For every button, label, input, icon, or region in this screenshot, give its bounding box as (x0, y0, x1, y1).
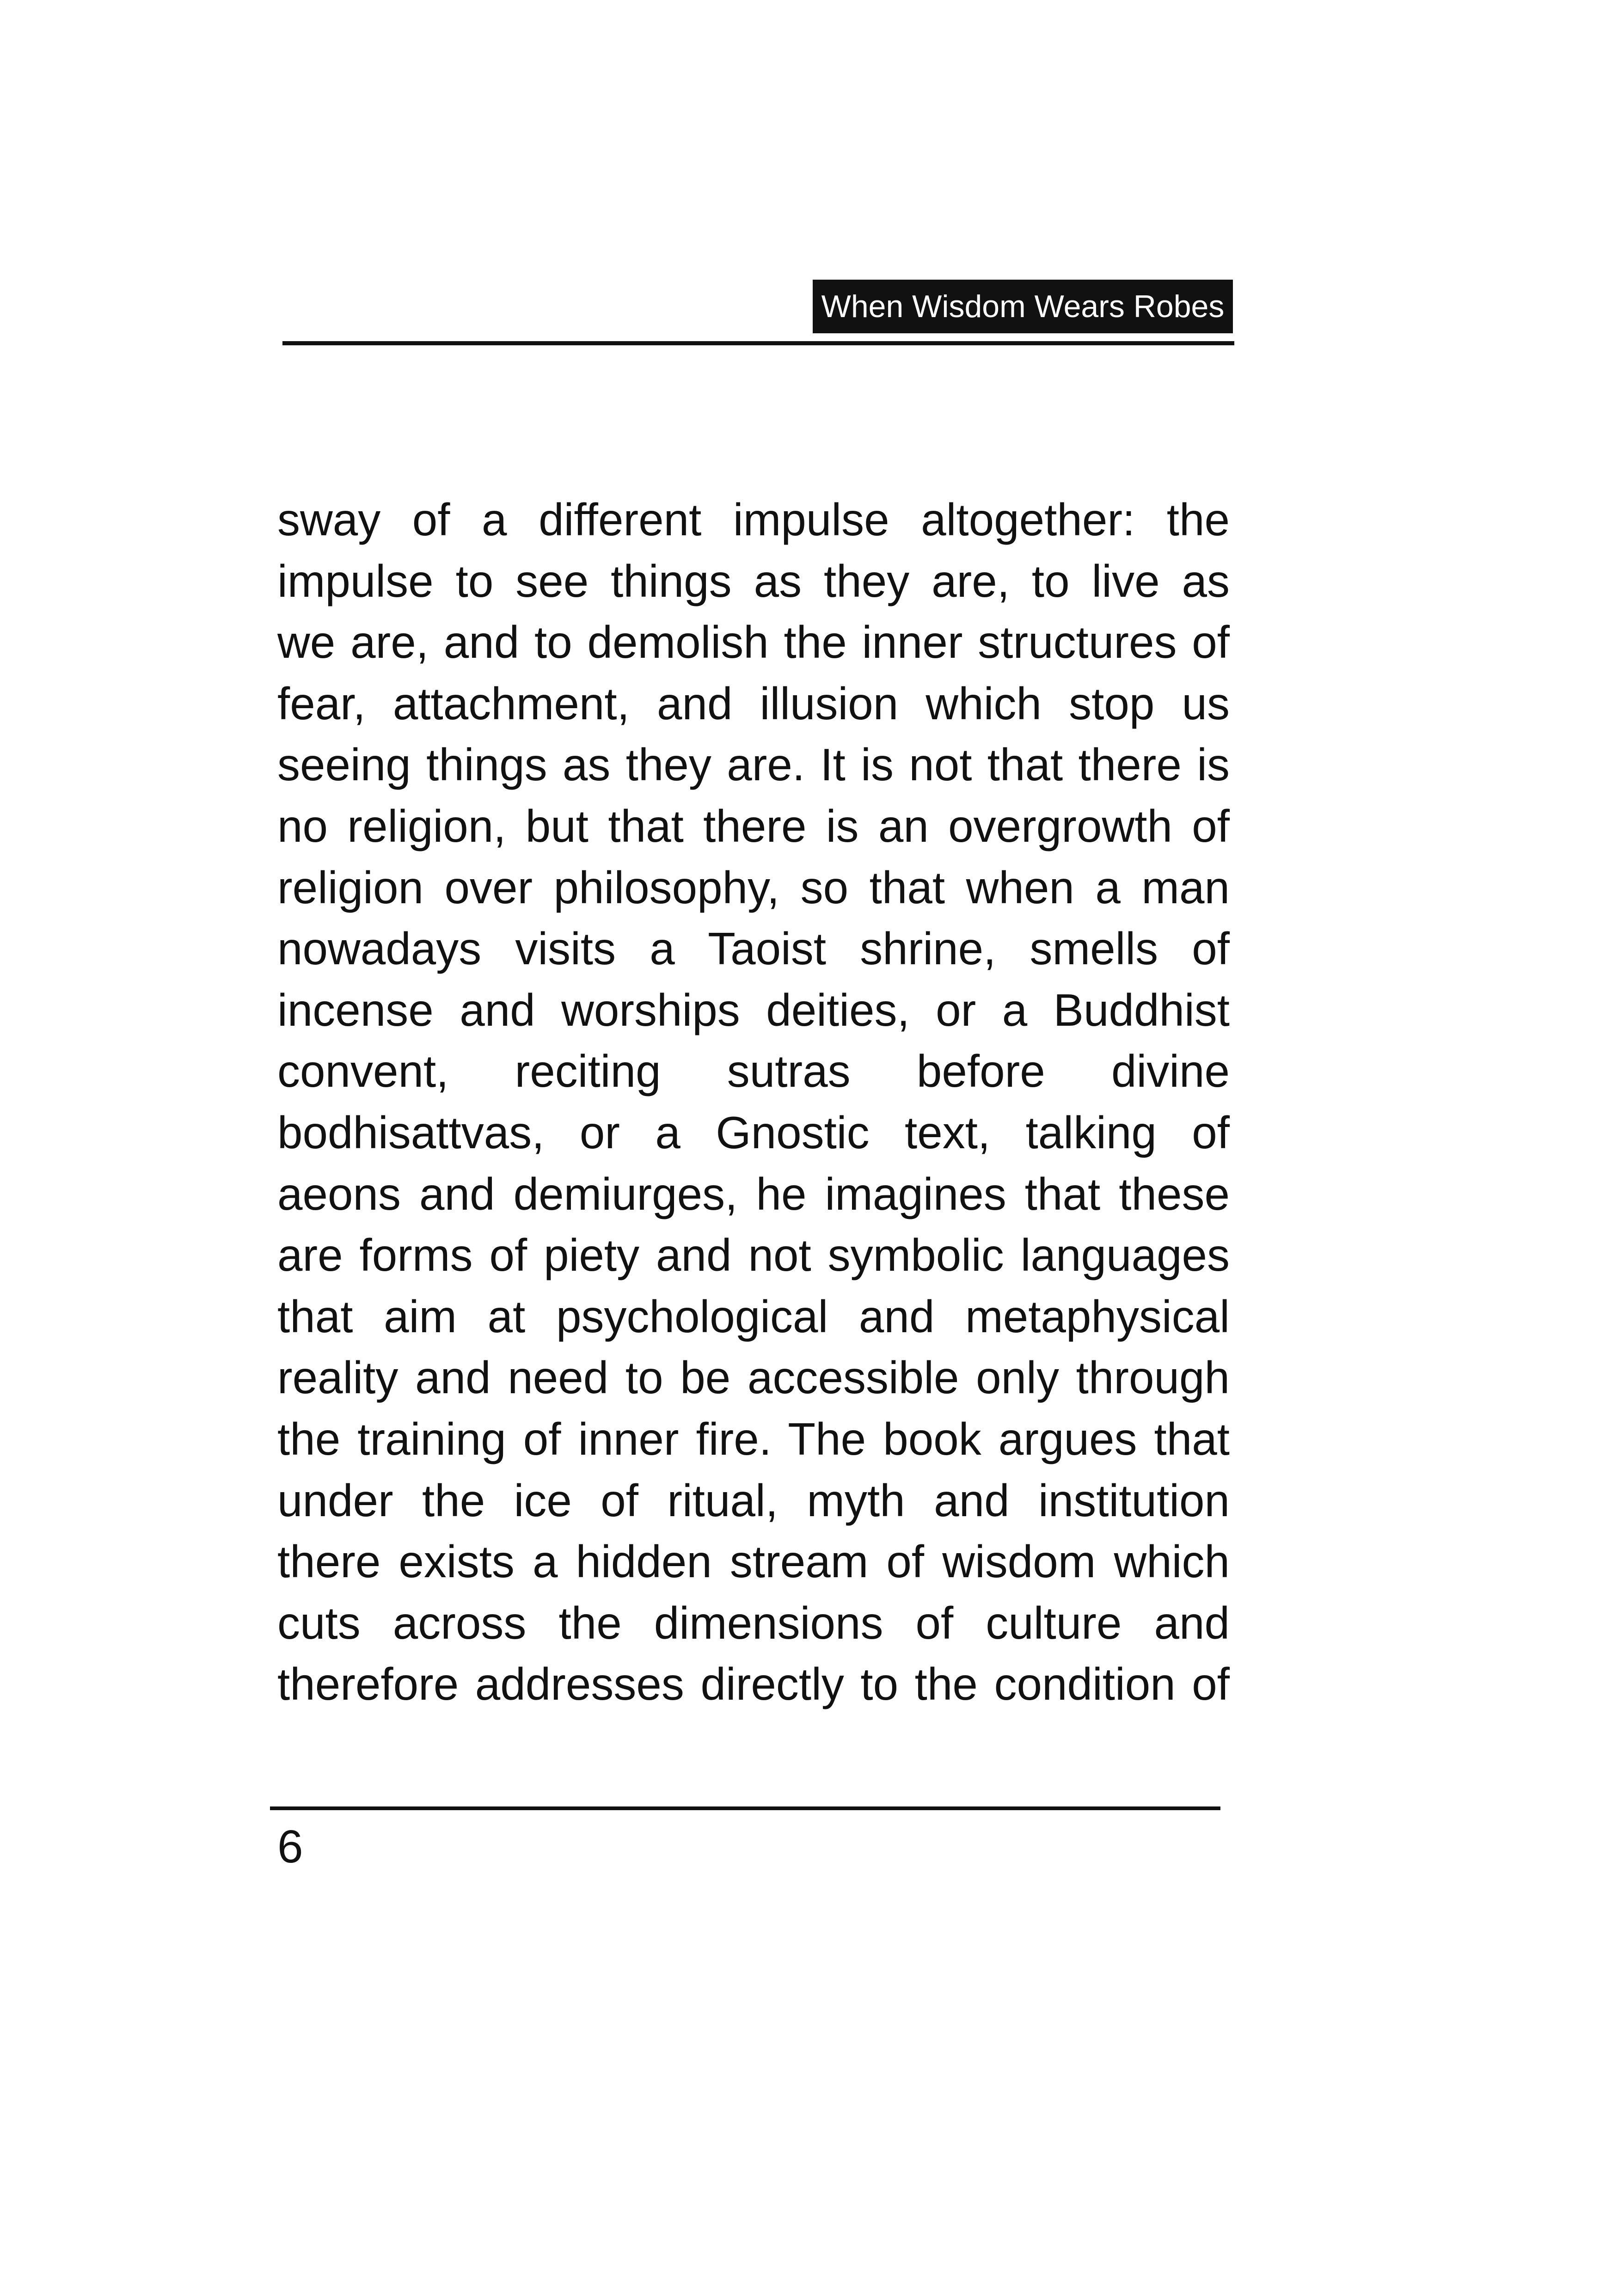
body-line: that aim at psychological and metaphysical (277, 1291, 1230, 1342)
body-line: we are, and to demolish the inner structures of (277, 617, 1230, 668)
body-line: are forms of piety and not symbolic languages (277, 1230, 1230, 1281)
body-line: religion over philosophy, so that when a man (277, 862, 1230, 913)
page-number: 6 (277, 1821, 303, 1873)
body-line: therefore addresses directly to the condition of (277, 1659, 1230, 1710)
body-line: cuts across the dimensions of culture and (277, 1597, 1230, 1648)
body-line: no religion, but that there is an overgrowth of (277, 800, 1230, 851)
body-line: reality and need to be accessible only through (277, 1352, 1230, 1403)
body-line: under the ice of ritual, myth and institution (277, 1475, 1230, 1526)
body-line: there exists a hidden stream of wisdom which (277, 1536, 1230, 1587)
body-line: seeing things as they are. It is not that there is (277, 739, 1230, 790)
body-line: nowadays visits a Taoist shrine, smells of (277, 923, 1230, 974)
body-line: sway of a different impulse altogether: the (277, 494, 1230, 545)
body-line: incense and worships deities, or a Buddhist (277, 984, 1230, 1035)
body-line: fear, attachment, and illusion which stop us (277, 678, 1230, 729)
body-line: convent, reciting sutras before divine (277, 1046, 1230, 1097)
running-head: When Wisdom Wears Robes (813, 280, 1233, 333)
header-rule (282, 341, 1234, 345)
body-text (277, 489, 1230, 1715)
body-line: the training of inner fire. The book argues that (277, 1413, 1230, 1464)
footer-rule (270, 1806, 1220, 1810)
body-line: aeons and demiurges, he imagines that these (277, 1168, 1230, 1219)
body-line: impulse to see things as they are, to live as (277, 555, 1230, 606)
body-line: bodhisattvas, or a Gnostic text, talking of (277, 1107, 1230, 1158)
